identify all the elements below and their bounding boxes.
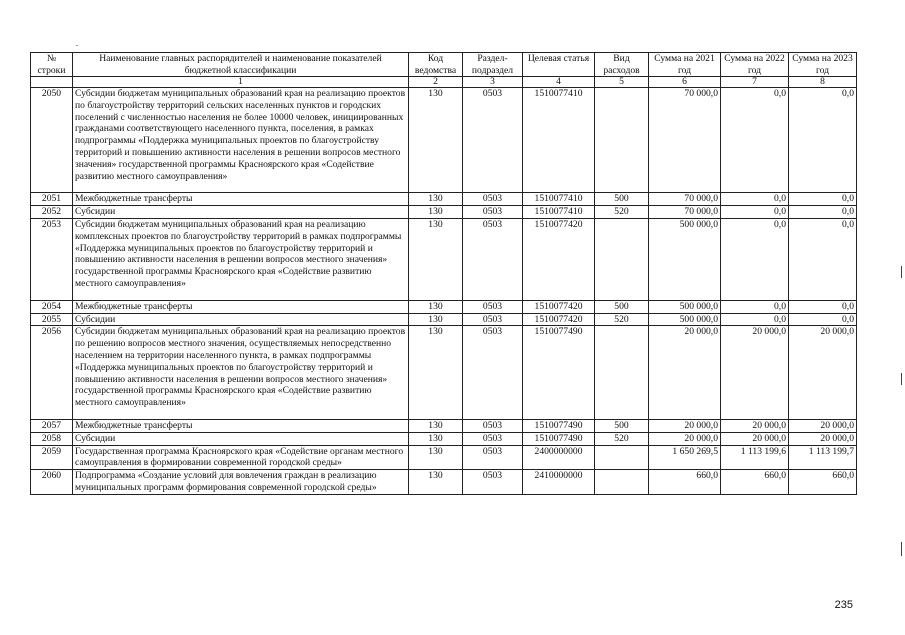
cell-dept-code: 130 [409,419,463,432]
cell-line-no: 2055 [31,313,73,326]
cell-line-no: 2058 [31,432,73,445]
cell-target: 1510077410 [523,88,595,193]
cell-dept-code: 130 [409,218,463,300]
header-line-no: № строки [31,53,73,77]
column-number: 3 [463,77,523,88]
cell-sum-2022: 660,0 [721,470,789,495]
cell-sum-2023: 0,0 [789,300,857,313]
table-row [31,88,857,193]
page-number: 235 [834,599,853,611]
table-row [31,419,857,432]
column-number: 1 [73,77,409,88]
cell-section: 0503 [463,313,523,326]
cell-name: Субсидии бюджетам муниципальных образований края на реализацию комплексных проектов по благоустройству территорий в рамках подпрограммы «Поддержка муниципальных проектов по благоустройству территорий и повышению активности населения в решении вопросов местного значения» государственной программы Красноярского края «Содействие развитию местного самоуправления» [73,218,409,300]
cell-name: Субсидии бюджетам муниципальных образований края на реализацию проектов по благоустройству территорий сельских населенных пунктов и городских поселений с численностью населения не более 10000 человек, инициированных гражданами соответствующего населенного пункта, поселения, в рамках подпрограммы «Поддержка муниципальных проектов по благоустройству территорий и повышению активности населения в решении вопросов местного значения» государственной программы Красноярского края «Содействие развитию местного самоуправления» [73,88,409,193]
cell-sum-2022: 20 000,0 [721,419,789,432]
scan-margin-mark [901,373,902,385]
budget-table [30,52,857,495]
cell-section: 0503 [463,206,523,219]
cell-target: 1510077420 [523,313,595,326]
cell-sum-2023: 0,0 [789,206,857,219]
cell-line-no: 2054 [31,300,73,313]
cell-sum-2022: 20 000,0 [721,326,789,420]
cell-name: Субсидии [73,206,409,219]
table-row [31,470,857,495]
cell-sum-2022: 0,0 [721,218,789,300]
cell-section: 0503 [463,218,523,300]
cell-line-no: 2053 [31,218,73,300]
cell-sum-2023: 20 000,0 [789,432,857,445]
cell-dept-code: 130 [409,326,463,420]
cell-expense-type: 520 [595,432,649,445]
table-row [31,206,857,219]
column-number: 4 [523,77,595,88]
table-row [31,313,857,326]
cell-line-no: 2052 [31,206,73,219]
header-section: Раздел-подраздел [463,53,523,77]
cell-sum-2023: 0,0 [789,88,857,193]
cell-sum-2023: 1 113 199,7 [789,445,857,470]
cell-expense-type [595,326,649,420]
cell-sum-2021: 20 000,0 [649,419,721,432]
cell-section: 0503 [463,470,523,495]
cell-sum-2021: 1 650 269,5 [649,445,721,470]
table-row [31,300,857,313]
cell-name: Субсидии бюджетам муниципальных образований края на реализацию проектов по решению вопросов местного значения, осуществляемых непосредственно населением на территории населенного пункта, в рамках подпрограммы «Поддержка муниципальных проектов по благоустройству территорий и повышению активности населения в решении вопросов местного значения» государственной программы Красноярского края «Содействие развитию местного самоуправления» [73,326,409,420]
cell-sum-2021: 70 000,0 [649,88,721,193]
header-sum-2022: Сумма на 2022 год [721,53,789,77]
header-sum-2023: Сумма на 2023 год [789,53,857,77]
cell-dept-code: 130 [409,300,463,313]
column-number: 5 [595,77,649,88]
cell-name: Межбюджетные трансферты [73,300,409,313]
cell-sum-2022: 0,0 [721,206,789,219]
cell-dept-code: 130 [409,206,463,219]
cell-target: 1510077420 [523,218,595,300]
cell-target: 1510077420 [523,300,595,313]
cell-expense-type: 520 [595,206,649,219]
cell-sum-2021: 20 000,0 [649,326,721,420]
cell-section: 0503 [463,326,523,420]
cell-expense-type [595,218,649,300]
table-row [31,218,857,300]
column-number: 7 [721,77,789,88]
table-row [31,445,857,470]
table-row [31,193,857,206]
cell-sum-2021: 660,0 [649,470,721,495]
cell-name: Межбюджетные трансферты [73,419,409,432]
cell-sum-2021: 500 000,0 [649,300,721,313]
scan-margin-mark [901,266,902,278]
cell-target: 2400000000 [523,445,595,470]
column-number-row [31,77,857,88]
table-header-row [31,53,857,77]
cell-line-no: 2050 [31,88,73,193]
header-target: Целевая статья [523,53,595,77]
cell-sum-2022: 20 000,0 [721,432,789,445]
column-number: 8 [789,77,857,88]
table-body [31,88,857,495]
cell-sum-2021: 500 000,0 [649,313,721,326]
scan-speck [76,45,78,46]
cell-sum-2021: 500 000,0 [649,218,721,300]
document-page [30,52,857,495]
cell-expense-type: 520 [595,313,649,326]
cell-target: 1510077410 [523,193,595,206]
cell-sum-2022: 0,0 [721,313,789,326]
cell-sum-2023: 0,0 [789,218,857,300]
header-name: Наименование главных распорядителей и наименование показателей бюджетной классификации [73,53,409,77]
cell-line-no: 2060 [31,470,73,495]
header-dept-code: Код ведомства [409,53,463,77]
column-number: 2 [409,77,463,88]
cell-dept-code: 130 [409,470,463,495]
cell-expense-type: 500 [595,193,649,206]
cell-sum-2023: 20 000,0 [789,419,857,432]
cell-section: 0503 [463,432,523,445]
cell-section: 0503 [463,88,523,193]
cell-sum-2023: 20 000,0 [789,326,857,420]
cell-section: 0503 [463,193,523,206]
cell-dept-code: 130 [409,432,463,445]
cell-section: 0503 [463,445,523,470]
cell-target: 1510077490 [523,432,595,445]
cell-dept-code: 130 [409,313,463,326]
cell-sum-2021: 20 000,0 [649,432,721,445]
cell-target: 2410000000 [523,470,595,495]
cell-line-no: 2059 [31,445,73,470]
cell-sum-2023: 660,0 [789,470,857,495]
cell-sum-2022: 1 113 199,6 [721,445,789,470]
cell-sum-2021: 70 000,0 [649,206,721,219]
cell-expense-type [595,470,649,495]
cell-line-no: 2056 [31,326,73,420]
cell-sum-2022: 0,0 [721,193,789,206]
cell-expense-type: 500 [595,300,649,313]
cell-target: 1510077410 [523,206,595,219]
cell-target: 1510077490 [523,326,595,420]
scan-margin-mark [901,542,902,556]
cell-section: 0503 [463,300,523,313]
cell-sum-2022: 0,0 [721,88,789,193]
column-number-blank [31,77,73,88]
cell-sum-2022: 0,0 [721,300,789,313]
header-sum-2021: Сумма на 2021 год [649,53,721,77]
cell-section: 0503 [463,419,523,432]
column-number: 6 [649,77,721,88]
cell-expense-type [595,445,649,470]
cell-name: Государственная программа Красноярского края «Содействие органам местного самоуправления в формировании современной городской среды» [73,445,409,470]
header-expense-type: Вид расходов [595,53,649,77]
table-row [31,432,857,445]
cell-name: Субсидии [73,432,409,445]
cell-target: 1510077490 [523,419,595,432]
cell-dept-code: 130 [409,193,463,206]
cell-name: Субсидии [73,313,409,326]
cell-dept-code: 130 [409,445,463,470]
cell-name: Подпрограмма «Создание условий для вовлечения граждан в реализацию муниципальных программ формирования современной городской среды» [73,470,409,495]
cell-sum-2023: 0,0 [789,313,857,326]
cell-expense-type [595,88,649,193]
cell-dept-code: 130 [409,88,463,193]
cell-line-no: 2057 [31,419,73,432]
cell-sum-2021: 70 000,0 [649,193,721,206]
table-row [31,326,857,420]
cell-expense-type: 500 [595,419,649,432]
cell-name: Межбюджетные трансферты [73,193,409,206]
cell-line-no: 2051 [31,193,73,206]
cell-sum-2023: 0,0 [789,193,857,206]
